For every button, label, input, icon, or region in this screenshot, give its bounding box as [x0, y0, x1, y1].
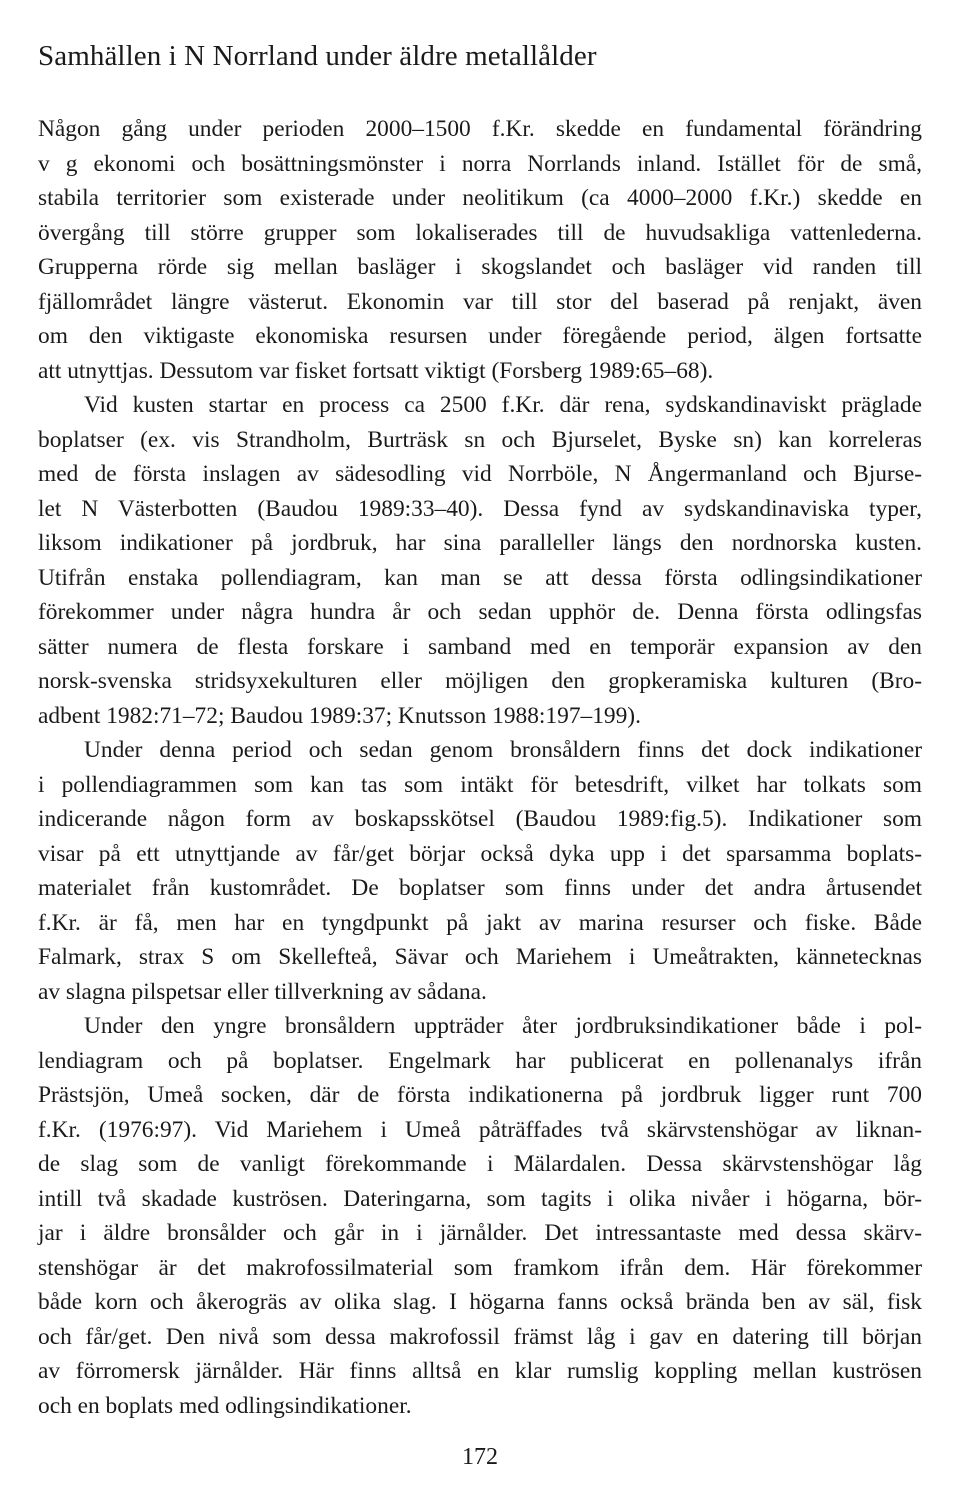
text-line: let N Västerbotten (Baudou 1989:33–40). Dessa fynd av sydskandinaviska typer, — [38, 495, 922, 522]
page-title: Samhällen i N Norrland under äldre metallålder — [38, 40, 597, 72]
text-line: både korn och åkerogräs av olika slag. I högarna fanns också brända ben av säl, fisk — [38, 1289, 922, 1315]
text-line: Utifrån enstaka pollendiagram, kan man se att dessa första odlingsindikationer — [38, 564, 922, 591]
text-line: norsk-svenska stridsyxekulturen eller möjligen den gropkeramiska kulturen (Bro- — [38, 668, 922, 694]
text-line: Under den yngre bronsåldern uppträder åter jordbruksindikationer både i pol- — [84, 1013, 922, 1039]
text-line: och får/get. Den nivå som dessa makrofossil främst låg i gav en datering till början — [38, 1323, 922, 1350]
text-line: indicerande någon form av boskapsskötsel (Baudou 1989:fig.5). Indikationer som — [38, 806, 922, 832]
text-line: med de första inslagen av sädesodling vid Norrböle, N Ångermanland och Bjurse- — [38, 461, 922, 487]
text-line: i pollendiagrammen som kan tas som intäkt för betesdrift, vilket har tolkats som — [38, 771, 922, 798]
text-line: Under denna period och sedan genom bronsåldern finns det dock indikationer — [84, 737, 922, 763]
text-line: intill två skadade kuströsen. Dateringarna, som tagits i olika nivåer i högarna, bör- — [38, 1185, 922, 1212]
text-line: stabila territorier som existerade under neolitikum (ca 4000–2000 f.Kr.) skedde en — [38, 185, 922, 211]
text-line: liksom indikationer på jordbruk, har sina paralleller längs den nordnorska kusten. — [38, 530, 922, 556]
text-line: v g ekonomi och bosättningsmönster i norra Norrlands inland. Istället för de små, — [38, 150, 922, 177]
text-line: adbent 1982:71–72; Baudou 1989:37; Knutsson 1988:197–199). — [38, 702, 641, 729]
text-line: f.Kr. (1976:97). Vid Mariehem i Umeå påträffades två skärvstenshögar av liknan- — [38, 1116, 922, 1143]
text-line: att utnyttjas. Dessutom var fisket fortsatt viktigt (Forsberg 1989:65–68). — [38, 357, 714, 384]
text-line: om den viktigaste ekonomiska resursen under föregående period, älgen fortsatte — [38, 323, 922, 349]
text-line: Någon gång under perioden 2000–1500 f.Kr. skedde en fundamental förändring — [38, 116, 922, 142]
text-line: av slagna pilspetsar eller tillverkning av sådana. — [38, 978, 487, 1005]
text-line: Prästsjön, Umeå socken, där de första indikationerna på jordbruk ligger runt 700 — [38, 1082, 922, 1108]
text-line: och en boplats med odlingsindikationer. — [38, 1392, 412, 1419]
text-line: jar i äldre bronsålder och går in i järnålder. Det intressantaste med dessa skärv- — [38, 1220, 922, 1246]
text-line: övergång till större grupper som lokaliserades till de huvudsakliga vattenlederna. — [38, 219, 922, 246]
text-line: lendiagram och på boplatser. Engelmark har publicerat en pollenanalys ifrån — [38, 1047, 922, 1074]
body-text — [38, 112, 922, 1423]
text-line: Vid kusten startar en process ca 2500 f.Kr. där rena, sydskandinaviskt präglade — [84, 392, 922, 418]
text-line: Falmark, strax S om Skellefteå, Sävar och Mariehem i Umeåtrakten, kännetecknas — [38, 944, 922, 970]
text-line: Grupperna rörde sig mellan basläger i skogslandet och basläger vid randen till — [38, 254, 922, 280]
text-line: f.Kr. är få, men har en tyngdpunkt på jakt av marina resurser och fiske. Både — [38, 909, 922, 936]
text-line: av förromersk järnålder. Här finns alltså en klar rumslig koppling mellan kuströsen — [38, 1358, 922, 1384]
page-number: 172 — [462, 1444, 498, 1470]
text-line: stenshögar är det makrofossilmaterial som framkom ifrån dem. Här förekommer — [38, 1254, 922, 1281]
text-line: sätter numera de flesta forskare i samband med en temporär expansion av den — [38, 633, 922, 660]
text-line: förekommer under några hundra år och sedan upphör de. Denna första odlingsfas — [38, 599, 922, 625]
text-line: visar på ett utnyttjande av får/get börjar också dyka upp i det sparsamma boplats- — [38, 840, 922, 867]
text-line: fjällområdet längre västerut. Ekonomin var till stor del baserad på renjakt, även — [38, 288, 922, 315]
text-line: boplatser (ex. vis Strandholm, Burträsk sn och Bjurselet, Byske sn) kan korreleras — [38, 426, 922, 453]
text-line: materialet från kustområdet. De boplatser som finns under det andra årtusendet — [38, 875, 922, 901]
text-line: de slag som de vanligt förekommande i Mälardalen. Dessa skärvstenshögar låg — [38, 1151, 922, 1177]
